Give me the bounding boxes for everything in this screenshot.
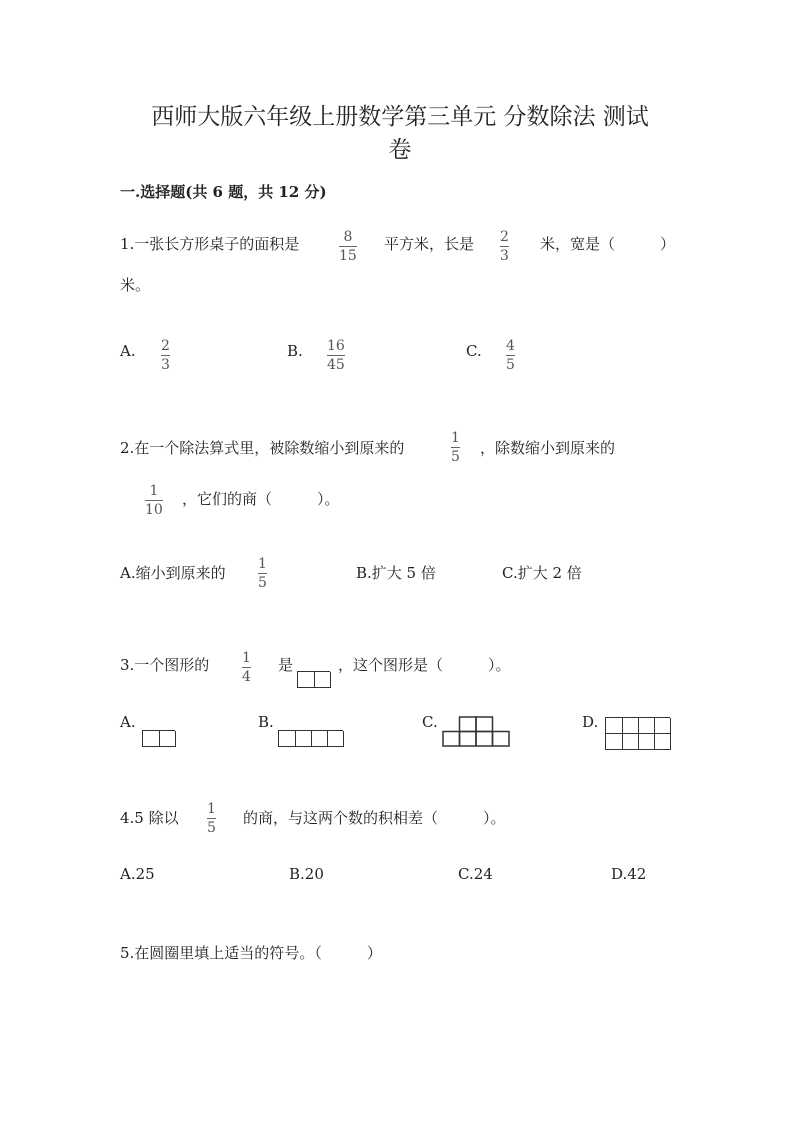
q3-f1-num: 1 bbox=[242, 650, 251, 666]
q4-option-a: A.25 bbox=[120, 865, 155, 883]
q2-option-a-den: 5 bbox=[258, 575, 267, 591]
q2-option-b: B.扩大 5 倍 bbox=[356, 564, 436, 582]
q3-option-d-label: D. bbox=[582, 713, 599, 731]
q1-text-3: 米，宽是（ ） bbox=[540, 235, 676, 253]
q1-area-fraction bbox=[339, 229, 357, 264]
q2-option-a-num: 1 bbox=[258, 556, 267, 572]
q1-text-2: 平方米，长是 bbox=[384, 235, 475, 253]
q1-option-a-label: A. bbox=[120, 342, 136, 360]
q1-option-a-den: 3 bbox=[161, 357, 170, 373]
q1-area-den: 15 bbox=[339, 248, 357, 264]
q1-length-fraction bbox=[500, 229, 509, 264]
q1-option-a-num: 2 bbox=[161, 338, 170, 354]
q3-text-1: 3.一个图形的 bbox=[120, 656, 210, 674]
q2-option-a-text: A.缩小到原来的 bbox=[120, 564, 226, 582]
q4-option-c: C.24 bbox=[458, 865, 493, 883]
q2-text-3: ，它们的商（ ）。 bbox=[182, 490, 340, 508]
q3-option-a-label: A. bbox=[120, 713, 136, 731]
q2-option-a-fraction bbox=[258, 556, 267, 591]
q1-area-num: 8 bbox=[343, 229, 353, 245]
q3-option-b-label: B. bbox=[258, 713, 274, 731]
q3-option-a-figure bbox=[142, 730, 175, 747]
q1-option-a-fraction bbox=[161, 338, 170, 373]
q1-option-c-num: 4 bbox=[506, 338, 515, 354]
q1-length-den: 3 bbox=[500, 248, 509, 264]
q3-option-c-figure bbox=[442, 716, 512, 748]
q2-text-2: ，除数缩小到原来的 bbox=[480, 439, 616, 457]
q3-fraction bbox=[242, 650, 251, 685]
q3-text-3: ，这个图形是（ ）。 bbox=[338, 656, 511, 674]
q1-text-1: 1.一张长方形桌子的面积是 bbox=[120, 235, 300, 253]
q3-f1-den: 4 bbox=[242, 669, 251, 685]
q1-text-4: 米。 bbox=[120, 276, 151, 294]
q4-f1-den: 5 bbox=[207, 820, 216, 836]
q1-option-c-label: C. bbox=[466, 342, 482, 360]
q2-option-c: C.扩大 2 倍 bbox=[502, 564, 582, 582]
q2-f1-num: 1 bbox=[451, 430, 460, 446]
q3-option-c-label: C. bbox=[422, 713, 438, 731]
q3-option-b-figure bbox=[278, 730, 343, 747]
q4-text-1: 4.5 除以 bbox=[120, 809, 179, 827]
q2-dividend-fraction bbox=[451, 430, 460, 465]
q2-text-1: 2.在一个除法算式里，被除数缩小到原来的 bbox=[120, 439, 405, 457]
q2-divisor-fraction bbox=[145, 483, 163, 518]
q3-part-figure bbox=[297, 671, 330, 688]
page-title-line2: 卷 bbox=[388, 137, 412, 163]
q3-text-2: 是 bbox=[278, 656, 294, 674]
q1-option-b-label: B. bbox=[287, 342, 303, 360]
q5-text: 5.在圆圈里填上适当的符号。（ ） bbox=[120, 944, 382, 962]
q4-fraction bbox=[207, 801, 216, 836]
q1-option-b-num: 16 bbox=[327, 338, 345, 354]
q1-option-b-fraction bbox=[327, 338, 345, 373]
q4-f1-num: 1 bbox=[207, 801, 216, 817]
q4-option-d: D.42 bbox=[611, 865, 647, 883]
q1-option-c-fraction bbox=[506, 338, 515, 373]
q1-option-b-den: 45 bbox=[327, 357, 345, 373]
q2-f1-den: 5 bbox=[451, 449, 460, 465]
q1-length-num: 2 bbox=[500, 229, 509, 245]
q3-option-d-figure bbox=[605, 717, 670, 750]
page-title-line1: 西师大版六年级上册数学第三单元 分数除法 测试 bbox=[151, 104, 649, 130]
q2-f2-den: 10 bbox=[145, 502, 163, 518]
q4-option-b: B.20 bbox=[289, 865, 324, 883]
section-heading: 一.选择题(共 6 题，共 12 分) bbox=[120, 183, 327, 201]
q2-f2-num: 1 bbox=[149, 483, 159, 499]
q4-text-2: 的商，与这两个数的积相差（ ）。 bbox=[243, 809, 506, 827]
q1-option-c-den: 5 bbox=[506, 357, 515, 373]
